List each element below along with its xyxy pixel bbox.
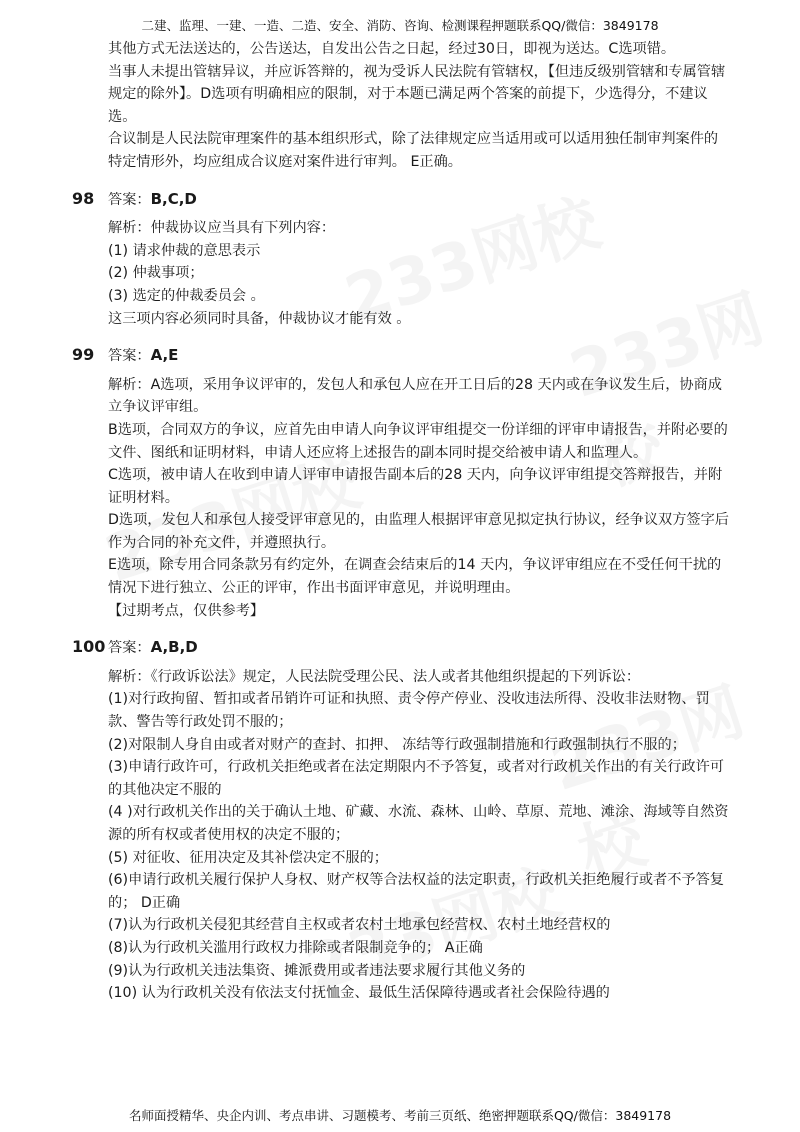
intro-paragraph: 当事人未提出管辖异议，并应诉答辩的，视为受诉人民法院有管辖权，【但违反级别管辖和专属管辖规定的除外】。D选项有明确相应的限制，对于本题已满足两个答案的前提下，少选得分，不建议选。 — [108, 63, 726, 125]
explanation-line: C选项，被申请人在收到申请人评审申请报告副本后的28 天内，向争议评审组提交答辩报告，并附证明材料。 — [108, 467, 723, 506]
explanation-line: 这三项内容必须同时具备，仲裁协议才能有效 。 — [108, 310, 411, 327]
question-98 — [72, 188, 732, 331]
question-99 — [72, 344, 732, 622]
answer-line — [108, 636, 198, 660]
explanation-line: (1) 请求仲裁的意思表示 — [108, 242, 261, 259]
explanation-line: (2)对限制人身自由或者对财产的查封、扣押、 冻结等行政强制措施和行政强制执行不服的； — [108, 736, 686, 753]
question-number: 98 — [72, 188, 95, 208]
document-body — [72, 38, 732, 1005]
answer-value: B,C,D — [150, 189, 197, 208]
question-header — [72, 344, 732, 368]
explanation-line: (7)认为行政机关侵犯其经营自主权或者农村土地承包经营权、农村土地经营权的 — [108, 917, 611, 934]
question-number: 100 — [72, 637, 106, 657]
page-footer: 名师面授精华、央企内训、考点串讲、习题模考、考前三页纸、绝密押题联系QQ/微信：3849178 — [128, 1108, 672, 1123]
question-header — [72, 188, 732, 212]
answer-line — [108, 344, 178, 368]
explanation-line: (8)认为行政机关滥用行政权力排除或者限制竞争的； A正确 — [108, 939, 483, 956]
answer-line — [108, 188, 197, 212]
explanation-line: (5) 对征收、征用决定及其补偿决定不服的； — [108, 849, 388, 866]
question-number: 99 — [72, 345, 95, 365]
explanation-line: 【过期考点，仅供参考】 — [108, 602, 265, 619]
explanation-line: (4 )对行政机关作出的关于确认土地、矿藏、水流、森林、山岭、草原、荒地、滩涂、海域等自然资源的所有权或者使用权的决定不服的； — [108, 804, 729, 843]
explanation-line: (3)申请行政许可，行政机关拒绝或者在法定期限内不予答复，或者对行政机关作出的有关行政许可的其他决定不服的 — [108, 759, 724, 798]
explanation-line: 解析：《行政诉讼法》规定，人民法院受理公民、法人或者其他组织提起的下列诉讼： — [108, 668, 641, 685]
question-header — [72, 636, 732, 660]
answer-label: 答案： — [108, 191, 151, 208]
explanation-line: (2) 仲裁事项； — [108, 265, 204, 282]
explanation-line: (6)申请行政机关履行保护人身权、财产权等合法权益的法定职责，行政机关拒绝履行或者不予答复的； D正确 — [108, 872, 724, 911]
explanation-line: D选项，发包人和承包人接受评审意见的，由监理人根据评审意见拟定执行协议，经争议双方签字后作为合同的补充文件，并遵照执行。 — [108, 512, 729, 551]
page-header: 二建、监理、一建、一造、二造、安全、消防、咨询、检测课程押题联系QQ/微信：3849178 — [141, 18, 659, 33]
explanation-line: B选项，合同双方的争议，应首先由申请人向争议评审组提交一份详细的评审申请报告，并附必要的文件、图纸和证明材料，申请人还应将上述报告的副本同时提交给被申请人和监理人。 — [108, 421, 728, 461]
answer-label: 答案： — [108, 640, 151, 657]
explanation-line: (9)认为行政机关违法集资、摊派费用或者违法要求履行其他义务的 — [108, 962, 526, 979]
explanation-line: 解析：A选项，采用争议评审的，发包人和承包人应在开工日后的28 天内或在争议发生后，协商成立争议评审组。 — [108, 376, 722, 416]
answer-value: A,E — [150, 346, 179, 365]
explanation-line: (1)对行政拘留、暂扣或者吊销许可证和执照、责令停产停业、没收违法所得、没收非法财物、罚款、警告等行政处罚不服的； — [108, 691, 710, 731]
question-100 — [72, 636, 732, 1005]
answer-label: 答案： — [108, 348, 151, 365]
explanation-line: (10) 认为行政机关没有依法支付抚恤金、最低生活保障待遇或者社会保险待遇的 — [108, 985, 610, 1002]
explanation-line: 解析：仲裁协议应当具有下列内容： — [108, 220, 336, 237]
intro-paragraph: 合议制是人民法院审理案件的基本组织形式，除了法律规定应当适用或可以适用独任制审判案件的特定情形外，均应组成合议庭对案件进行审判。 E正确。 — [108, 131, 719, 170]
intro-paragraph: 其他方式无法送达的，公告送达，自发出公告之日起，经过30日，即视为送达。C选项错。 — [108, 41, 676, 57]
explanation-line: E选项，除专用合同条款另有约定外，在调查会结束后的14 天内，争议评审组应在不受任何干扰的情况下进行独立、公正的评审，作出书面评审意见，并说明理由。 — [108, 557, 722, 597]
explanation-line: (3) 选定的仲裁委员会 。 — [108, 287, 265, 304]
answer-value: A,B,D — [150, 638, 198, 657]
intro-section — [72, 38, 732, 174]
